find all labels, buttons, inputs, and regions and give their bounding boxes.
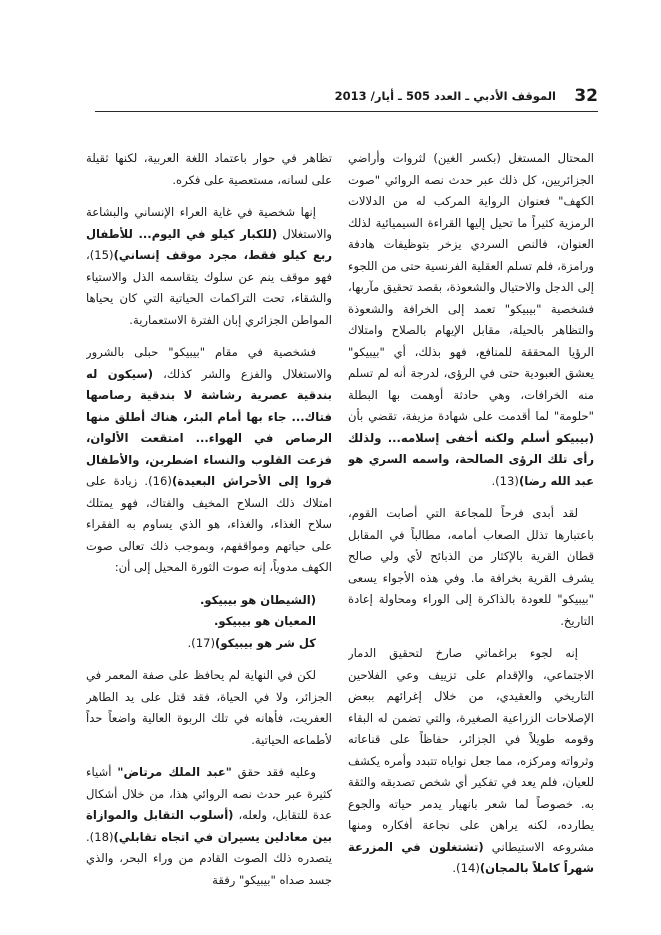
- verse-text: كل شر هو بيبيكو): [215, 635, 316, 650]
- paragraph: [86, 202, 332, 331]
- paragraph-text: إنه لجوء براغماتي صارخ لتحقيق الدمار الاجتماعي، والإقدام على تزييف وعي الفلاحين التاريخي والعقيدي، من خلال إغرائهم ببعض الإصلاحات الزراعية الصغيرة، والتي تضمن له البقاء وقومه طويلاً في الجزائر، حفاظاً على قناعاته وثرواته ومركزه، مما جعل نواياه تتبدد وأمره يكشف للعيان، فلم يعد في تفكير أي شخص تصديقه والثقة به. خصوصاً لما شعر بانهيار يدمر حياته والجوع يطارده، لكنه يراهن على نجاعة أفكاره ومنها مشروعه الاستيطاني: [348, 646, 594, 854]
- paragraph-text: إنها شخصية في غاية العراء الإنساني والبشاعة والاستغلال: [86, 205, 332, 241]
- paragraph-text: (18). يتصدره ذلك الصوت القادم من وراء البحر، والذي جسد صداه "بيبيكو" رفقة: [86, 829, 332, 887]
- verse-line: (الشيطان هو بيبيكو.: [199, 592, 316, 607]
- author-name-bold: "عبد الملك مرتاض": [117, 765, 232, 779]
- paragraph: [86, 148, 332, 191]
- paragraph: [86, 762, 332, 891]
- quotation-bold: (تشتغلون في المزرعة شهراً كاملاً بالمجان): [348, 839, 594, 875]
- quotation-bold: (أسلوب التقابل والموازاة بين معادلين يسيران في اتجاه تقابلي): [86, 808, 332, 844]
- footnote-ref: (13).: [491, 473, 519, 488]
- page-number: 32: [574, 86, 598, 106]
- paragraph-text: (15)، فهو موقف ينم عن سلوك يتقاسمه الذل والاستياء والشقاء، تحت التراكمات الحياتية التي كان يحياها المواطن الجزائري إبان الفترة الاستعمارية.: [86, 248, 332, 327]
- paragraph-text: (16). زيادة على امتلاك ذلك السلاح المخيف والفتاك، فهو يمتلك سلاح الغذاء، والغذاء، هو الذي يساوم به الفقراء على حياتهم ومواقفهم، وبموجب ذلك تعالى صوت الكهف مدوياً، إنه صوت الثورة المحيل إلى أن:: [86, 474, 332, 574]
- text-column-left: [86, 148, 332, 908]
- paragraph: [86, 665, 332, 751]
- verse-line: [86, 633, 332, 655]
- paragraph: [348, 643, 594, 880]
- header-rule: [95, 111, 598, 112]
- quotation-bold: (سيكون له بندقية عصرية رشاشة لا بندقية رصاصها فتاك... جاء بها أمام البئر، هناك أطلق منها الرصاص في الهواء... امتقعت الألوان، فزعت القلوب والنساء اضطربن، والأطفال فروا إلى الأحراش البعيدة): [86, 366, 332, 488]
- paragraph-text: فشخصية في مقام "بيبيكو" حبلى بالشرور والاستغلال والفزع والشر كذلك،: [86, 345, 332, 381]
- paragraph: [348, 148, 594, 492]
- text-column-right: [348, 148, 594, 908]
- paragraph: [86, 342, 332, 579]
- paragraph-text: لقد أبدى فرحاً للمجاعة التي أصابت القوم، باعتبارها تذلل الصعاب أمامه، مطالباً في المقابل قطان القرية بالإكثار من الذبائح لأي ولي صالح يشرف القرية بخرافة ما. وفي هذه الأجواء يسعى "بيبيكو" للعودة بالذاكرة إلى الوراء ومحاولة إعادة التاريخ.: [348, 506, 594, 628]
- footnote-ref: (17).: [187, 635, 216, 650]
- paragraph: [348, 503, 594, 632]
- footnote-ref: (14).: [452, 861, 480, 875]
- paragraph-text: وعليه فقد حقق: [231, 765, 316, 779]
- verse-line: المعيان هو بيبيكو.: [214, 614, 316, 628]
- quotation-bold: (بيبيكو أسلم ولكنه أخفى إسلامه... ولذلك رأى تلك الرؤى الصالحة، واسمه السري هو عبد الله رضا): [348, 430, 594, 488]
- paragraph-text: المحتال المستغل (بكسر الغين) لثروات وأراضي الجزائريين، كل ذلك عبر حدث نصه الروائي "صوت الكهف" فعنوان الرواية المركب له من الدلالات الرمزية كثيراً ما تحيل إليها القراءة السيميائية لذلك العنوان، فالنص السردي يزخر بتوظيفات هادفة ورامزة، فلم تسلم العقلية الفرنسية حتى من اللجوء إلى الدجل والاحتيال والشعوذة، بقصد تحقيق مآربها، فشخصية "بيبيكو" تعمد إلى الخرافة والشعوذة والتظاهر بالحيلة، مقابل الإيهام بالصلاح وامتلاك الرؤيا المحققة للمنافع، فهو بذلك، أي "بيبيكو" يعشق العبودية حتى في الرؤى، لدرجة أنه لم تسلم منه الخرافات، وهي حادثة أوهمت بها البطلة "حلومة" لما أقدمت على شهادة مزيفة، تقضي بأن: [348, 151, 594, 423]
- paragraph-text: تظاهر في حوار باعتماد اللغة العربية، لكنها ثقيلة على لسانه، مستعصية على فكره.: [86, 151, 332, 187]
- running-header: الموقف الأدبي ـ العدد 505 ـ أيار/ 2013: [334, 89, 556, 103]
- quotation-bold: (للكبار كيلو في اليوم... للأطفال ربع كيلو فقط، مجرد موقف إنساني): [86, 226, 332, 262]
- paragraph-text: أشياء كثيرة عبر حدث نصه الروائي هذا، من خلال أشكال عدة للتقابل، ولعله،: [86, 765, 332, 822]
- paragraph-text: لكن في النهاية لم يحافظ على صفة المعمر في الجزائر، ولا في الحياة، فقد قتل على يد الطاهر العفريت، فأهانه في تلك الربوة العالية واضعاً حداً لأطماعه الحياتية.: [86, 668, 332, 747]
